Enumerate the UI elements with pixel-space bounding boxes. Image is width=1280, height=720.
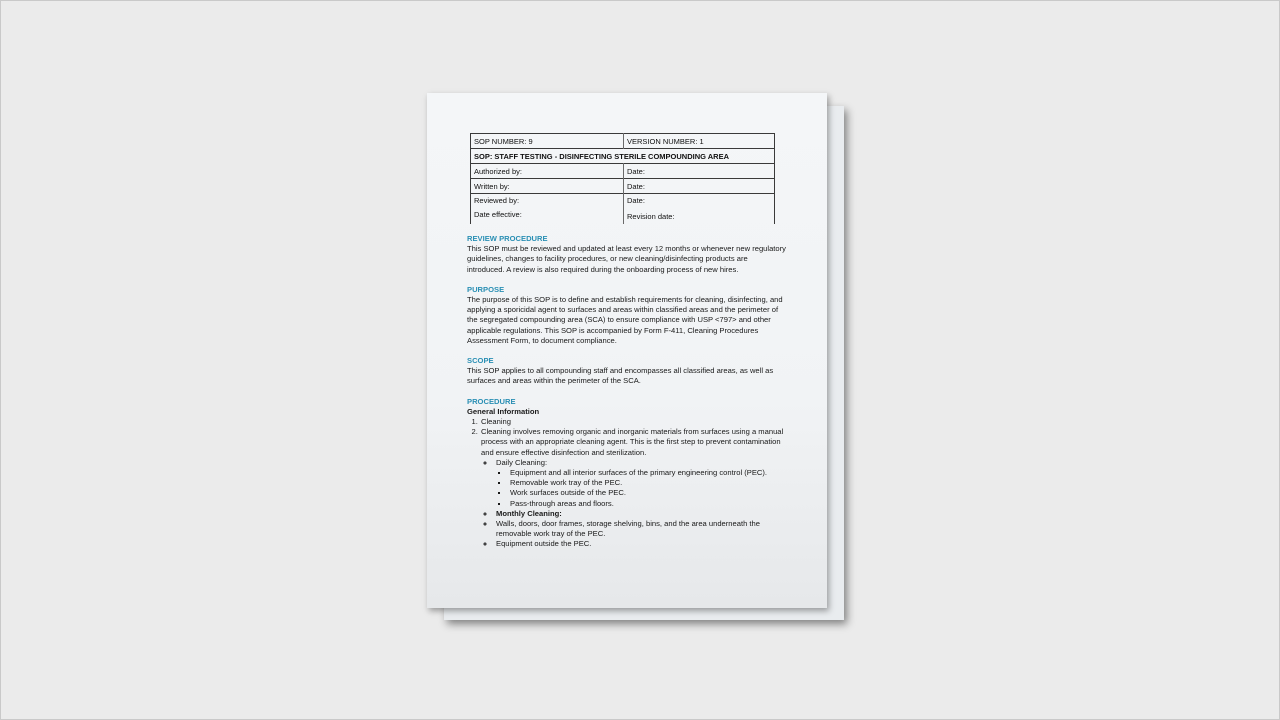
document-body (467, 234, 787, 550)
monthly-cleaning-label: ◦ Monthly Cleaning: (495, 509, 787, 519)
list-item: ◦ Equipment outside the PEC. (495, 539, 787, 549)
list-item: ▪ Equipment and all interior surfaces of the primary engineering control (PEC). (509, 468, 787, 478)
reviewed-cell (471, 194, 624, 225)
authorized-date: Date: (624, 164, 775, 179)
list-item: ▪ Pass-through areas and floors. (509, 499, 787, 509)
date-effective: Date effective: (474, 210, 522, 219)
list-item: 1. Cleaning (480, 417, 787, 427)
sop-title: SOP: STAFF TESTING - DISINFECTING STERILE COMPOUNDING AREA (471, 149, 775, 164)
general-information-heading: General Information (467, 406, 540, 416)
scope-text: This SOP applies to all compounding staff and encompasses all classified areas, as well as surfaces and areas within the perimeter of the SCA. (467, 366, 774, 386)
written-by: Written by: (471, 179, 624, 194)
scope-heading: SCOPE (467, 356, 494, 366)
cleaning-frequency-list (481, 458, 787, 550)
list-item (495, 458, 787, 509)
procedure-heading: PROCEDURE (467, 396, 516, 406)
authorized-by: Authorized by: (471, 164, 624, 179)
sop-number: SOP NUMBER: 9 (471, 134, 624, 149)
reviewed-date: Date: (627, 196, 645, 205)
daily-cleaning-list (496, 468, 787, 509)
review-procedure-heading: REVIEW PROCEDURE (467, 234, 548, 243)
revision-date: Revision date: (627, 212, 675, 221)
document-page (427, 93, 827, 608)
purpose-text: The purpose of this SOP is to define and establish requirements for cleaning, disinfecting, and applying a sporicidal agent to surfaces and areas within classified areas and the perimeter of the segregated compounding area (SCA) to ensure compliance with USP <797> and other applicable regulations. This SOP is accompanied by Form F-411, Cleaning Procedures Assessment Form, to document compliance. (467, 295, 783, 345)
written-date: Date: (624, 179, 775, 194)
purpose-heading: PURPOSE (467, 284, 505, 294)
list-item: ▪ Removable work tray of the PEC. (509, 478, 787, 488)
procedure-list (467, 417, 787, 550)
list-item: ▪ Work surfaces outside of the PEC. (509, 488, 787, 498)
reviewed-by: Reviewed by: (474, 196, 520, 205)
review-procedure-text: This SOP must be reviewed and updated at least every 12 months or whenever new regulatory guidelines, changes to facility procedures, or new cleaning/disinfecting products are introduced. A review is also required during the onboarding process of new hires. (467, 244, 786, 274)
version-number: VERSION NUMBER: 1 (624, 134, 775, 149)
list-item: ◦ Walls, doors, door frames, storage shelving, bins, and the area underneath the removable work tray of the PEC. (495, 519, 787, 539)
daily-cleaning-label: Daily Cleaning: (496, 457, 548, 467)
reviewed-date-cell (624, 194, 775, 225)
list-item-text: Cleaning involves removing organic and inorganic materials from surfaces using a manual process with an appropriate cleaning agent. This is the first step to prevent contamination and ensure effective disinfection and sterilization. (481, 427, 784, 457)
sop-header-table (470, 133, 775, 224)
list-item (480, 427, 787, 549)
